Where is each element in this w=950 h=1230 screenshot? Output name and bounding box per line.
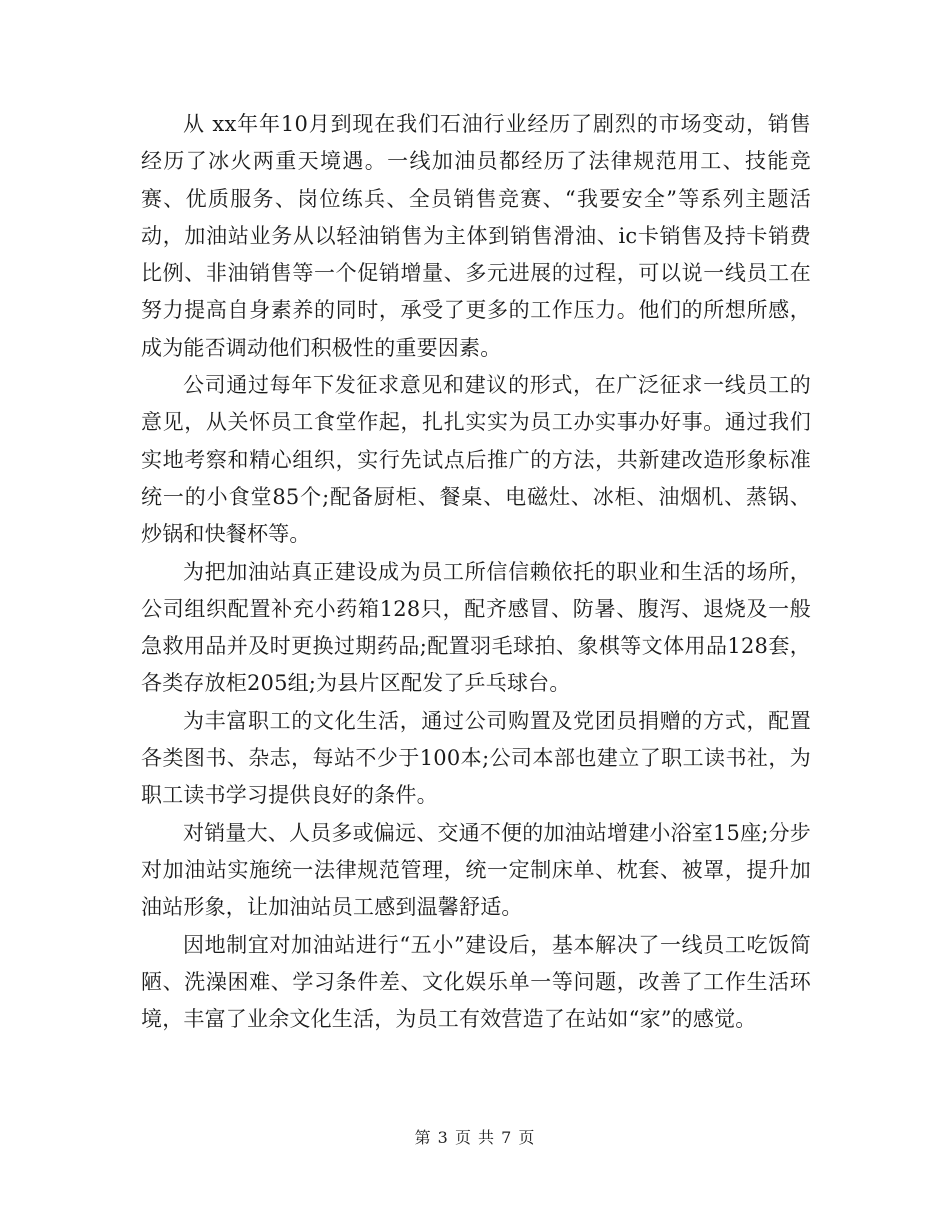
body-text: [141, 106, 811, 1038]
paragraph: 公司通过每年下发征求意见和建议的形式，在广泛征求一线员工的意见，从关怀员工食堂作起，扎扎实实为员工办实事办好事。通过我们实地考察和精心组织，实行先试点后推广的方法，共新建改造形象标准统一的小食堂85个;配备厨柜、餐桌、电磁灶、冰柜、油烟机、蒸锅、炒锅和快餐杯等。: [141, 373, 811, 547]
paragraph: 为丰富职工的文化生活，通过公司购置及党团员捐赠的方式，配置各类图书、杂志，每站不少于100本;公司本部也建立了职工读书社，为职工读书学习提供良好的条件。: [141, 708, 811, 808]
paragraph: 因地制宜对加油站进行“五小”建设后，基本解决了一线员工吃饭简陋、洗澡困难、学习条件差、文化娱乐单一等问题，改善了工作生活环境，丰富了业余文化生活，为员工有效营造了在站如“家”的感觉。: [141, 932, 811, 1032]
paragraph: 为把加油站真正建设成为员工所信信赖依托的职业和生活的场所，公司组织配置补充小药箱128只，配齐感冒、防暑、腹泻、退烧及一般急救用品并及时更换过期药品;配置羽毛球拍、象棋等文体用品128套，各类存放柜205组;为县片区配发了乒乓球台。: [141, 559, 811, 696]
paragraph: 从 xx年年10月到现在我们石油行业经历了剧烈的市场变动，销售经历了冰火两重天境遇。一线加油员都经历了法律规范用工、技能竞赛、优质服务、岗位练兵、全员销售竞赛、“我要安全”等系列主题活动，加油站业务从以轻油销售为主体到销售滑油、ic卡销售及持卡销费比例、非油销售等一个促销增量、多元进展的过程，可以说一线员工在努力提高自身素养的同时，承受了更多的工作压力。他们的所想所感，成为能否调动他们积极性的重要因素。: [141, 112, 811, 360]
page-number-footer: 第 3 页 共 7 页: [414, 1128, 536, 1147]
paragraph: 对销量大、人员多或偏远、交通不便的加油站增建小浴室15座;分步对加油站实施统一法律规范管理，统一定制床单、枕套、被罩，提升加油站形象，让加油站员工感到温馨舒适。: [141, 820, 811, 920]
